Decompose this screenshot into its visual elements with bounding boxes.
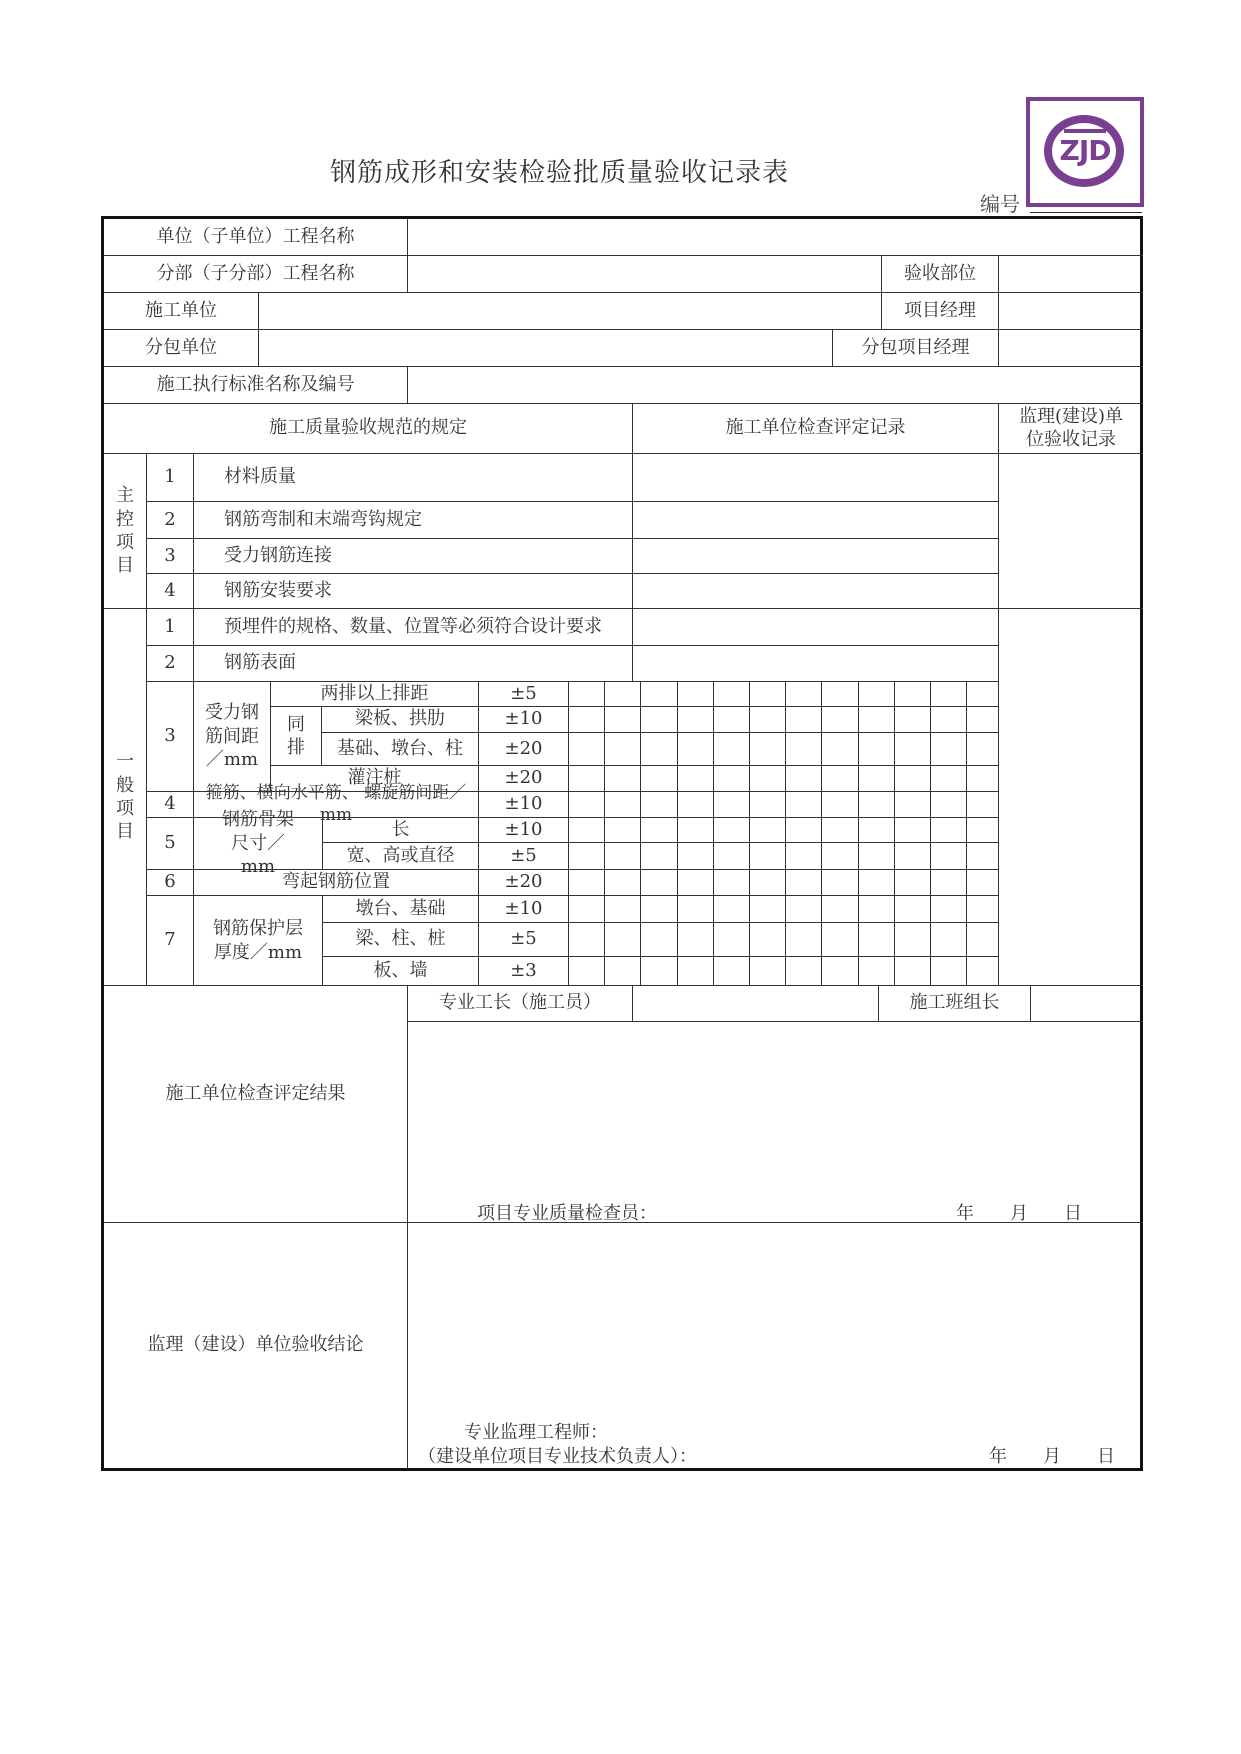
measurement-cell[interactable]	[750, 733, 786, 766]
measurement-cell[interactable]	[569, 896, 605, 923]
measurement-cell[interactable]	[678, 957, 714, 986]
main-item-text: 钢筋弯制和末端弯钩规定	[194, 502, 633, 539]
spec-row-text: 长	[323, 818, 479, 843]
measurement-cell[interactable]	[605, 870, 641, 896]
measurement-cell[interactable]	[605, 707, 641, 733]
measurement-cell[interactable]	[967, 733, 999, 766]
measurement-cell[interactable]	[859, 818, 895, 843]
measurement-cell[interactable]	[967, 843, 999, 870]
measurement-cell[interactable]	[895, 923, 931, 957]
measurement-cell[interactable]	[678, 707, 714, 733]
main-item-text: 材料质量	[194, 454, 633, 502]
standard-field[interactable]	[408, 367, 1143, 404]
project-manager-label: 项目经理	[882, 293, 999, 330]
measurement-cell[interactable]	[750, 792, 786, 818]
team-leader-label: 施工班组长	[879, 986, 1031, 1022]
measurement-cell[interactable]	[822, 766, 858, 792]
measurement-cell[interactable]	[714, 957, 750, 986]
tolerance-value: ±5	[479, 843, 569, 870]
spec-row-text: 箍筋、横向水平筋、 螺旋筋间距／mm	[194, 792, 479, 818]
measurement-cell[interactable]	[641, 792, 677, 818]
measurement-cell[interactable]	[678, 682, 714, 707]
measurement-cell[interactable]	[786, 792, 822, 818]
general-item-no: 7	[147, 896, 194, 986]
supervision-column-header: 监理(建设)单位验收记录	[999, 404, 1143, 454]
main-supervision-field[interactable]	[999, 454, 1143, 609]
measurement-cell[interactable]	[605, 682, 641, 707]
measurement-cell[interactable]	[859, 843, 895, 870]
tolerance-value: ±5	[479, 923, 569, 957]
measurement-cell[interactable]	[678, 792, 714, 818]
measurement-cell[interactable]	[931, 896, 967, 923]
measurement-cell[interactable]	[569, 870, 605, 896]
spec-row-text: 墩台、基础	[323, 896, 479, 923]
measurement-cell[interactable]	[678, 843, 714, 870]
measurement-cell[interactable]	[859, 896, 895, 923]
spec-column-header: 施工质量验收规范的规定	[104, 404, 633, 454]
foreman-label: 专业工长（施工员）	[408, 986, 633, 1022]
acceptance-part-field[interactable]	[999, 256, 1143, 293]
tolerance-value: ±20	[479, 766, 569, 792]
measurement-cell[interactable]	[786, 843, 822, 870]
spec-row-text: 梁、柱、桩	[323, 923, 479, 957]
measurement-cell[interactable]	[931, 843, 967, 870]
measurement-cell[interactable]	[895, 733, 931, 766]
spec-row-text: 弯起钢筋位置	[194, 870, 479, 896]
company-logo: ZJD	[1026, 97, 1144, 207]
general-item-no: 5	[147, 818, 194, 870]
general-item-record-field[interactable]	[633, 609, 999, 646]
tolerance-value: ±20	[479, 870, 569, 896]
measurement-cell[interactable]	[967, 896, 999, 923]
measurement-cell[interactable]	[822, 682, 858, 707]
measurement-cell[interactable]	[859, 682, 895, 707]
measurement-cell[interactable]	[967, 766, 999, 792]
measurement-cell[interactable]	[714, 792, 750, 818]
measurement-cell[interactable]	[931, 923, 967, 957]
measurement-cell[interactable]	[786, 733, 822, 766]
main-item-no: 2	[147, 502, 194, 539]
measurement-cell[interactable]	[822, 957, 858, 986]
measurement-cell[interactable]	[895, 896, 931, 923]
foreman-field[interactable]	[633, 986, 879, 1022]
measurement-cell[interactable]	[678, 896, 714, 923]
measurement-cell[interactable]	[786, 707, 822, 733]
main-item-record-field[interactable]	[633, 502, 999, 539]
measurement-cell[interactable]	[967, 818, 999, 843]
measurement-cell[interactable]	[569, 792, 605, 818]
tolerance-value: ±5	[479, 682, 569, 707]
measurement-cell[interactable]	[931, 707, 967, 733]
measurement-cell[interactable]	[786, 957, 822, 986]
measurement-cell[interactable]	[641, 923, 677, 957]
measurement-cell[interactable]	[641, 957, 677, 986]
spec-row-text: 梁板、拱肋	[322, 707, 479, 733]
measurement-cell[interactable]	[714, 733, 750, 766]
measurement-cell[interactable]	[569, 682, 605, 707]
project-name-field[interactable]	[408, 219, 1143, 256]
conclusion-date: 年 月 日	[989, 1446, 1115, 1467]
measurement-cell[interactable]	[678, 733, 714, 766]
measurement-cell[interactable]	[641, 870, 677, 896]
tolerance-value: ±3	[479, 957, 569, 986]
frame-size-label: 钢筋骨架尺寸／mm	[194, 818, 323, 870]
record-table	[101, 216, 1143, 1471]
construction-unit-field[interactable]	[259, 293, 882, 330]
measurement-cell[interactable]	[569, 818, 605, 843]
measurement-cell[interactable]	[931, 818, 967, 843]
measurement-cell[interactable]	[569, 957, 605, 986]
measurement-cell[interactable]	[967, 870, 999, 896]
measurement-cell[interactable]	[895, 843, 931, 870]
tolerance-value: ±10	[479, 818, 569, 843]
result-date: 年 月 日	[956, 1203, 1082, 1224]
spec-row-text: 基础、墩台、柱	[322, 733, 479, 766]
measurement-cell[interactable]	[750, 957, 786, 986]
result-label: 施工单位检查评定结果	[104, 986, 408, 1223]
spec-row-text: 宽、高或直径	[323, 843, 479, 870]
measurement-cell[interactable]	[605, 818, 641, 843]
measurement-cell[interactable]	[895, 707, 931, 733]
general-item-record-field[interactable]	[633, 646, 999, 682]
general-item-no: 1	[147, 609, 194, 646]
main-item-text: 钢筋安装要求	[194, 574, 633, 609]
measurement-cell[interactable]	[714, 766, 750, 792]
general-item-text: 钢筋表面	[194, 646, 633, 682]
sub-project-field[interactable]	[408, 256, 882, 293]
general-supervision-field[interactable]	[999, 609, 1143, 986]
measurement-cell[interactable]	[678, 923, 714, 957]
measurement-cell[interactable]	[750, 707, 786, 733]
measurement-cell[interactable]	[786, 682, 822, 707]
main-item-record-field[interactable]	[633, 454, 999, 502]
measurement-cell[interactable]	[750, 896, 786, 923]
measurement-cell[interactable]	[895, 818, 931, 843]
measurement-cell[interactable]	[786, 896, 822, 923]
subcontractor-field[interactable]	[259, 330, 833, 367]
measurement-cell[interactable]	[895, 870, 931, 896]
conclusion-label: 监理（建设）单位验收结论	[104, 1223, 408, 1468]
measurement-cell[interactable]	[859, 923, 895, 957]
general-item-no: 3	[147, 682, 194, 792]
cover-thickness-label: 钢筋保护层厚度／mm	[194, 896, 323, 986]
measurement-cell[interactable]	[822, 792, 858, 818]
measurement-cell[interactable]	[967, 682, 999, 707]
construction-unit-label: 施工单位	[104, 293, 259, 330]
measurement-cell[interactable]	[714, 682, 750, 707]
sub-project-manager-label: 分包项目经理	[833, 330, 999, 367]
main-item-record-field[interactable]	[633, 574, 999, 609]
measurement-cell[interactable]	[750, 870, 786, 896]
project-name-label: 单位（子单位）工程名称	[104, 219, 408, 256]
measurement-cell[interactable]	[895, 682, 931, 707]
measurement-cell[interactable]	[931, 957, 967, 986]
sub-project-label: 分部（子分部）工程名称	[104, 256, 408, 293]
measurement-cell[interactable]	[822, 896, 858, 923]
measurement-cell[interactable]	[605, 957, 641, 986]
measurement-cell[interactable]	[714, 896, 750, 923]
measurement-cell[interactable]	[931, 682, 967, 707]
measurement-cell[interactable]	[822, 707, 858, 733]
measurement-cell[interactable]	[678, 766, 714, 792]
tolerance-value: ±10	[479, 792, 569, 818]
measurement-cell[interactable]	[822, 733, 858, 766]
measurement-cell[interactable]	[822, 818, 858, 843]
measurement-cell[interactable]	[786, 923, 822, 957]
inspection-column-header: 施工单位检查评定记录	[633, 404, 999, 454]
measurement-cell[interactable]	[605, 766, 641, 792]
page-title: 钢筋成形和安装检验批质量验收记录表	[330, 158, 790, 188]
general-item-no: 6	[147, 870, 194, 896]
general-item-no: 2	[147, 646, 194, 682]
tolerance-value: ±10	[479, 896, 569, 923]
measurement-cell[interactable]	[822, 843, 858, 870]
measurement-cell[interactable]	[931, 766, 967, 792]
general-item-no: 4	[147, 792, 194, 818]
measurement-cell[interactable]	[714, 707, 750, 733]
measurement-cell[interactable]	[641, 707, 677, 733]
main-item-record-field[interactable]	[633, 539, 999, 574]
measurement-cell[interactable]	[714, 870, 750, 896]
measurement-cell[interactable]	[641, 766, 677, 792]
spec-row-text: 板、墙	[323, 957, 479, 986]
measurement-cell[interactable]	[931, 733, 967, 766]
tolerance-value: ±10	[479, 707, 569, 733]
measurement-cell[interactable]	[750, 682, 786, 707]
measurement-cell[interactable]	[641, 896, 677, 923]
measurement-cell[interactable]	[750, 923, 786, 957]
measurement-cell[interactable]	[859, 870, 895, 896]
serial-label: 编号	[980, 192, 1020, 216]
result-content-field[interactable]	[408, 1022, 1143, 1223]
measurement-cell[interactable]	[605, 792, 641, 818]
measurement-cell[interactable]	[895, 766, 931, 792]
measurement-cell[interactable]	[714, 843, 750, 870]
measurement-cell[interactable]	[786, 870, 822, 896]
measurement-cell[interactable]	[641, 733, 677, 766]
measurement-cell[interactable]	[569, 707, 605, 733]
project-manager-field[interactable]	[999, 293, 1143, 330]
measurement-cell[interactable]	[786, 766, 822, 792]
measurement-cell[interactable]	[750, 818, 786, 843]
measurement-cell[interactable]	[967, 923, 999, 957]
spec-row-text: 两排以上排距	[271, 682, 479, 707]
general-item-text: 预埋件的规格、数量、位置等必须符合设计要求	[194, 609, 633, 646]
measurement-cell[interactable]	[859, 792, 895, 818]
measurement-cell[interactable]	[967, 792, 999, 818]
measurement-cell[interactable]	[822, 870, 858, 896]
measurement-cell[interactable]	[605, 923, 641, 957]
measurement-cell[interactable]	[967, 957, 999, 986]
main-item-no: 1	[147, 454, 194, 502]
measurement-cell[interactable]	[931, 792, 967, 818]
measurement-cell[interactable]	[895, 792, 931, 818]
main-control-group-label: 主控项目	[104, 454, 147, 609]
measurement-cell[interactable]	[641, 818, 677, 843]
measurement-cell[interactable]	[641, 843, 677, 870]
measurement-cell[interactable]	[895, 957, 931, 986]
standard-label: 施工执行标准名称及编号	[104, 367, 408, 404]
measurement-cell[interactable]	[569, 843, 605, 870]
measurement-cell[interactable]	[641, 682, 677, 707]
engineer-label: 专业监理工程师：	[464, 1422, 608, 1443]
inspector-label: 项目专业质量检查员：	[477, 1203, 657, 1224]
measurement-cell[interactable]	[786, 818, 822, 843]
measurement-cell[interactable]	[569, 733, 605, 766]
measurement-cell[interactable]	[678, 870, 714, 896]
main-item-text: 受力钢筋连接	[194, 539, 633, 574]
measurement-cell[interactable]	[714, 923, 750, 957]
tolerance-value: ±20	[479, 733, 569, 766]
same-row-label: 同排	[271, 707, 322, 766]
measurement-cell[interactable]	[859, 707, 895, 733]
measurement-cell[interactable]	[859, 766, 895, 792]
sub-project-manager-field[interactable]	[999, 330, 1143, 367]
measurement-cell[interactable]	[605, 733, 641, 766]
team-leader-field[interactable]	[1031, 986, 1143, 1022]
measurement-cell[interactable]	[822, 923, 858, 957]
measurement-cell[interactable]	[967, 707, 999, 733]
subcontractor-label: 分包单位	[104, 330, 259, 367]
measurement-cell[interactable]	[605, 843, 641, 870]
measurement-cell[interactable]	[859, 957, 895, 986]
measurement-cell[interactable]	[931, 870, 967, 896]
serial-field[interactable]	[1030, 212, 1142, 213]
acceptance-part-label: 验收部位	[882, 256, 999, 293]
general-group-label: 一般项目	[104, 609, 147, 986]
measurement-cell[interactable]	[605, 896, 641, 923]
spacing-label: 受力钢筋间距／mm	[194, 682, 271, 792]
tech-lead-label: （建设单位项目专业技术负责人）：	[418, 1446, 697, 1467]
measurement-cell[interactable]	[750, 843, 786, 870]
measurement-cell[interactable]	[859, 733, 895, 766]
measurement-cell[interactable]	[714, 818, 750, 843]
measurement-cell[interactable]	[569, 923, 605, 957]
spec-row-text: 灌注桩	[271, 766, 479, 792]
main-item-no: 3	[147, 539, 194, 574]
measurement-cell[interactable]	[569, 766, 605, 792]
measurement-cell[interactable]	[678, 818, 714, 843]
main-item-no: 4	[147, 574, 194, 609]
measurement-cell[interactable]	[750, 766, 786, 792]
